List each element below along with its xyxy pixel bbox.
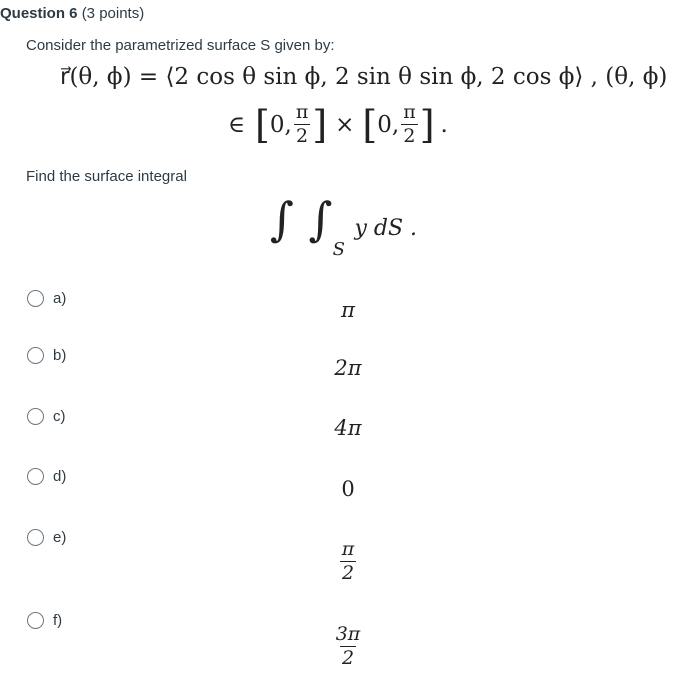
- right-bracket: ]: [419, 102, 435, 147]
- left-bracket: [: [362, 102, 378, 147]
- answer-a: π: [341, 298, 355, 322]
- radio-button[interactable]: [27, 290, 44, 307]
- right-bracket: ]: [312, 102, 328, 147]
- equation-line-1: r⃗(θ, ϕ) = ⟨2 cos θ sin ϕ, 2 sin θ sin ϕ, 2 cos ϕ⟩ , (θ, ϕ): [60, 64, 668, 90]
- answer-e: [318, 536, 378, 583]
- double-integral-symbol: ∫ ∫: [270, 192, 333, 246]
- integrand: y dS .: [354, 216, 418, 241]
- question-prompt: Consider the parametrized surface S given by:: [26, 37, 335, 54]
- fraction-numerator: π: [341, 538, 355, 560]
- interval-start-2: 0,: [377, 111, 400, 138]
- option-label: c): [53, 408, 66, 425]
- radio-button[interactable]: [27, 612, 44, 629]
- integral-subscript: S: [332, 239, 345, 260]
- interval-end-fraction-2: [401, 103, 418, 146]
- answer-d: 0: [341, 477, 355, 501]
- times-symbol: ×: [335, 111, 355, 138]
- option-label: a): [53, 290, 67, 307]
- equation-period: .: [440, 111, 448, 138]
- interval-end-fraction-1: [294, 103, 311, 146]
- radio-button[interactable]: [27, 468, 44, 485]
- equation-line-2: [228, 103, 448, 146]
- interval-start-1: 0,: [269, 111, 292, 138]
- option-d[interactable]: [27, 468, 66, 485]
- fraction-denominator: 2: [403, 125, 416, 147]
- radio-button[interactable]: [27, 529, 44, 546]
- element-of-symbol: ∈: [228, 111, 246, 138]
- option-label: d): [53, 468, 67, 485]
- surface-integral: [270, 192, 418, 260]
- fraction-numerator: π: [295, 101, 309, 123]
- option-c[interactable]: [27, 408, 66, 425]
- question-header: [0, 5, 144, 22]
- answer-c: 4π: [334, 416, 362, 440]
- answer-f: [318, 621, 378, 668]
- answer-fraction: [340, 540, 357, 583]
- radio-button[interactable]: [27, 408, 44, 425]
- option-e[interactable]: [27, 529, 66, 546]
- left-bracket: [: [255, 102, 270, 147]
- option-a[interactable]: [27, 290, 66, 307]
- option-f[interactable]: [27, 612, 62, 629]
- answer-b: 2π: [334, 356, 362, 380]
- question-title: Question 6: [0, 5, 78, 22]
- answer-fraction: [334, 625, 363, 668]
- question-points: (3 points): [81, 5, 145, 22]
- option-b[interactable]: [27, 347, 66, 364]
- fraction-denominator: 2: [341, 647, 355, 669]
- radio-button[interactable]: [27, 347, 44, 364]
- fraction-numerator: 3π: [335, 623, 361, 645]
- option-label: f): [53, 612, 63, 629]
- option-label: b): [53, 347, 67, 364]
- fraction-numerator: π: [403, 101, 416, 123]
- fraction-denominator: 2: [296, 125, 309, 147]
- fraction-denominator: 2: [341, 562, 355, 584]
- find-integral-text: Find the surface integral: [26, 168, 187, 185]
- option-label: e): [53, 529, 67, 546]
